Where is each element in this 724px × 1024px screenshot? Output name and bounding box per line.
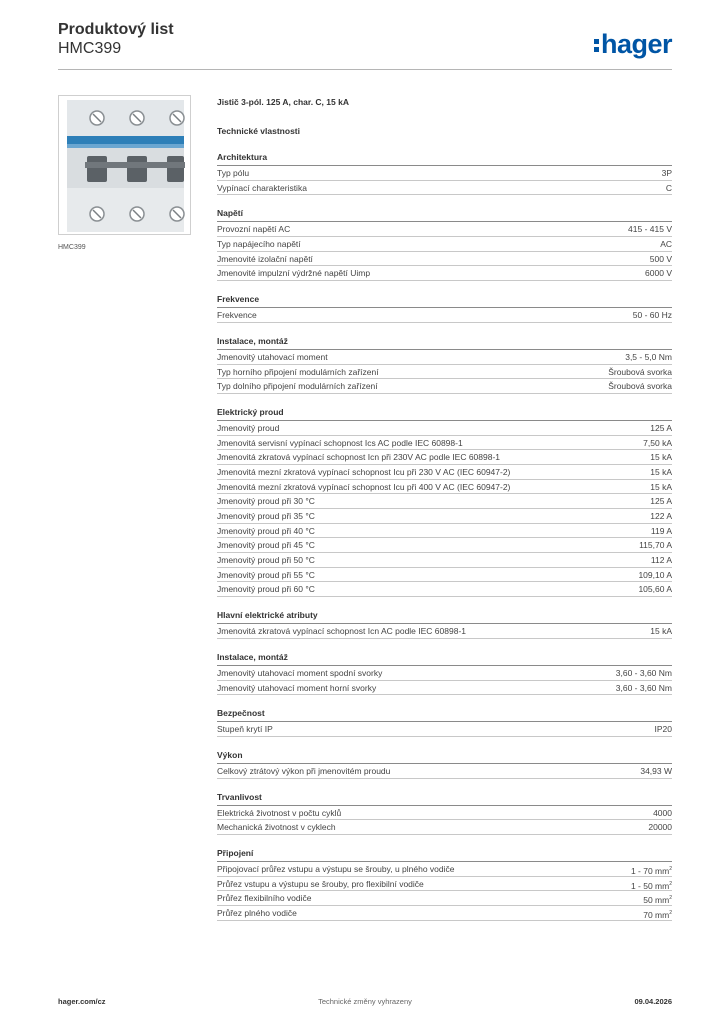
spec-row (217, 666, 672, 681)
spec-value-text: 109,10 A (638, 569, 672, 580)
spec-value (631, 877, 672, 891)
spec-value (643, 436, 672, 450)
spec-label: Připojovací průřez vstupu a výstupu se šrouby, u plného vodiče (217, 863, 455, 874)
spec-row (217, 480, 672, 495)
spec-value (616, 681, 672, 695)
image-caption: HMC399 (58, 244, 86, 251)
spec-section (217, 707, 672, 737)
spec-value (643, 891, 672, 905)
spec-label: Jmenovitý proud (217, 422, 280, 433)
spec-label: Typ napájecího napětí (217, 239, 301, 250)
spec-value (662, 166, 672, 180)
spec-row (217, 877, 672, 892)
logo-dots-icon (594, 39, 599, 52)
spec-section (217, 207, 672, 281)
spec-row (217, 166, 672, 181)
spec-label: Jmenovitý proud při 35 °C (217, 511, 315, 521)
spec-value (666, 181, 672, 195)
spec-value (645, 266, 672, 280)
spec-value (650, 494, 672, 508)
product-image (58, 95, 191, 235)
section-title: Bezpečnost (217, 707, 672, 722)
spec-value (638, 582, 672, 596)
spec-value (648, 820, 672, 834)
spec-value (640, 764, 672, 778)
footer-notice: Technické změny vyhrazeny (318, 997, 412, 1006)
spec-sections (217, 151, 672, 921)
spec-label: Frekvence (217, 310, 257, 321)
spec-row (217, 806, 672, 821)
spec-value-text: 119 A (650, 525, 672, 536)
spec-row (217, 906, 672, 921)
spec-label: Typ horního připojení modulárních zařízení (217, 366, 379, 377)
spec-value-text: AC (660, 239, 672, 250)
spec-value (639, 538, 672, 552)
spec-row (217, 568, 672, 583)
spec-label: Elektrická životnost v počtu cyklů (217, 807, 342, 818)
section-title: Hlavní elektrické atributy (217, 609, 672, 624)
spec-value-text: Šroubová svorka (608, 366, 672, 377)
spec-row (217, 553, 672, 568)
spec-label: Jmenovitý proud při 40 °C (217, 525, 315, 536)
spec-label: Jmenovitá zkratová vypínací schopnost Icn AC podle IEC 60898-1 (217, 626, 466, 637)
spec-value-text: 15 kA (650, 452, 672, 463)
spec-section (217, 335, 672, 394)
spec-row (217, 524, 672, 539)
product-description: Jistič 3-pól. 125 A, char. C, 15 kA (217, 97, 349, 107)
spec-value (655, 722, 673, 736)
spec-label: Jmenovitý proud při 50 °C (217, 555, 315, 566)
spec-value (643, 906, 672, 920)
spec-label: Jmenovité izolační napětí (217, 253, 313, 264)
spec-value (650, 509, 672, 523)
spec-row (217, 465, 672, 480)
spec-value (650, 450, 672, 464)
spec-row (217, 237, 672, 252)
spec-label: Průřez flexibilního vodiče (217, 893, 312, 904)
spec-value (631, 862, 672, 876)
spec-row (217, 764, 672, 779)
spec-value-text: 15 kA (650, 466, 672, 477)
hager-logo[interactable] (594, 28, 672, 60)
spec-section (217, 293, 672, 323)
spec-label: Jmenovitý utahovací moment spodní svorky (217, 667, 383, 678)
spec-label: Jmenovitá mezní zkratová vypínací schopnost Icu při 400 V AC (IEC 60947-2) (217, 481, 511, 492)
spec-value-text: C (665, 182, 672, 193)
page-footer (58, 997, 672, 1009)
spec-row (217, 624, 672, 639)
spec-value-text: IP20 (654, 724, 672, 735)
footer-date: 09.04.2026 (634, 997, 672, 1006)
spec-value-superscript: 2 (669, 880, 672, 887)
spec-label: Vypínací charakteristika (217, 182, 307, 193)
spec-value (650, 480, 672, 494)
spec-section (217, 791, 672, 835)
spec-label: Jmenovitá zkratová vypínací schopnost Icn při 230V AC podle IEC 60898-1 (217, 452, 501, 463)
section-title: Výkon (217, 749, 672, 764)
spec-value-text: 50 mm (643, 895, 670, 906)
spec-value (650, 465, 672, 479)
spec-value-text: 70 mm (643, 910, 670, 920)
spec-section (217, 847, 672, 921)
section-title: Připojení (217, 847, 672, 862)
spec-value-text: 3,5 - 5,0 Nm (625, 351, 672, 362)
spec-content (217, 96, 672, 921)
spec-row (217, 222, 672, 237)
spec-value-text: 15 kA (650, 626, 672, 637)
spec-label: Jmenovitý proud při 55 °C (217, 569, 315, 580)
spec-section (217, 151, 672, 195)
spec-value-text: 3,60 - 3,60 Nm (615, 682, 672, 693)
spec-value-text: 20000 (648, 822, 672, 833)
spec-label: Jmenovitý utahovací moment (217, 351, 328, 362)
spec-value-text: 3P (661, 168, 672, 178)
spec-value-text: 115,70 A (639, 540, 672, 551)
spec-row (217, 494, 672, 509)
section-title: Trvanlivost (217, 791, 672, 806)
spec-row (217, 252, 672, 267)
spec-value (651, 524, 672, 538)
circuit-breaker-icon (59, 96, 191, 235)
spec-section (217, 609, 672, 639)
spec-value (608, 365, 672, 379)
spec-value-text: 500 V (649, 253, 672, 264)
spec-value-text: 122 A (650, 511, 672, 521)
spec-label: Jmenovitá mezní zkratová vypínací schopnost Icu při 230 V AC (IEC 60947-2) (217, 466, 511, 477)
spec-row (217, 436, 672, 451)
spec-value-text: Šroubová svorka (608, 381, 672, 392)
spec-value (638, 568, 672, 582)
spec-value-text: 1 - 70 mm (630, 865, 670, 876)
spec-label: Jmenovité impulzní výdržné napětí Uimp (217, 268, 371, 279)
spec-value (653, 806, 672, 820)
spec-value-text: 415 - 415 V (628, 224, 672, 235)
spec-value (628, 222, 672, 236)
spec-value-superscript: 2 (669, 910, 672, 916)
spec-row (217, 862, 672, 877)
spec-value (650, 252, 672, 266)
spec-section (217, 406, 672, 597)
spec-value (660, 237, 672, 251)
spec-label: Typ dolního připojení modulárních zařízení (217, 381, 378, 392)
spec-row (217, 820, 672, 835)
spec-row (217, 181, 672, 196)
logo-text: hager (600, 29, 672, 59)
spec-value-text: 125 A (650, 496, 672, 507)
document-title: Produktový list (58, 21, 174, 38)
spec-value-text: 34,93 W (640, 765, 672, 776)
section-title: Frekvence (217, 293, 672, 308)
spec-row (217, 891, 672, 906)
spec-label: Jmenovitá servisní vypínací schopnost Ics AC podle IEC 60898-1 (217, 437, 463, 448)
spec-value-text: 3,60 - 3,60 Nm (615, 667, 672, 678)
spec-label: Mechanická životnost v cyklech (217, 822, 336, 833)
spec-row (217, 450, 672, 465)
spec-label: Jmenovitý proud při 60 °C (217, 584, 315, 595)
spec-value (650, 624, 672, 638)
spec-label: Průřez vstupu a výstupu se šrouby, pro flexibilní vodiče (217, 878, 424, 889)
spec-value-text: 112 A (650, 555, 672, 566)
tech-properties-heading: Technické vlastnosti (217, 126, 300, 136)
footer-website[interactable]: hager.com/cz (58, 997, 106, 1006)
section-title: Instalace, montáž (217, 335, 672, 350)
header-divider (58, 69, 672, 70)
spec-value (608, 379, 672, 393)
spec-value-text: 1 - 50 mm (630, 880, 670, 891)
spec-value (633, 308, 672, 322)
spec-row (217, 350, 672, 365)
page-header (58, 20, 672, 70)
section-title: Instalace, montáž (217, 651, 672, 666)
spec-value-superscript: 2 (669, 895, 672, 902)
spec-label: Průřez plného vodiče (217, 908, 297, 918)
spec-value-text: 7,50 kA (643, 437, 672, 448)
spec-value-text: 50 - 60 Hz (632, 310, 672, 321)
spec-value-text: 15 kA (650, 481, 672, 492)
section-title: Elektrický proud (217, 406, 672, 421)
spec-label: Jmenovitý proud při 45 °C (217, 540, 315, 551)
spec-label: Jmenovitý proud při 30 °C (217, 496, 315, 507)
spec-row (217, 681, 672, 696)
spec-section (217, 651, 672, 695)
spec-value (650, 421, 672, 435)
spec-value-superscript: 2 (669, 865, 672, 872)
spec-row (217, 365, 672, 380)
spec-row (217, 509, 672, 524)
spec-row (217, 722, 672, 737)
section-title: Napětí (217, 207, 672, 222)
product-code: HMC399 (58, 40, 122, 57)
spec-row (217, 582, 672, 597)
spec-value-text: 125 A (650, 422, 672, 433)
spec-value-text: 105,60 A (638, 584, 672, 595)
spec-value (651, 553, 672, 567)
spec-row (217, 421, 672, 436)
spec-row (217, 266, 672, 281)
spec-value (625, 350, 672, 364)
section-title: Architektura (217, 151, 672, 166)
spec-label: Typ pólu (217, 168, 250, 178)
spec-label: Stupeň krytí IP (217, 724, 273, 735)
spec-label: Provozní napětí AC (217, 224, 291, 235)
spec-row (217, 538, 672, 553)
spec-value-text: 4000 (653, 807, 672, 818)
spec-row (217, 379, 672, 394)
spec-row (217, 308, 672, 323)
spec-section (217, 749, 672, 779)
spec-value-text: 6000 V (645, 268, 672, 279)
spec-label: Celkový ztrátový výkon při jmenovitém proudu (217, 765, 391, 776)
spec-value (616, 666, 672, 680)
spec-label: Jmenovitý utahovací moment horní svorky (217, 682, 377, 693)
